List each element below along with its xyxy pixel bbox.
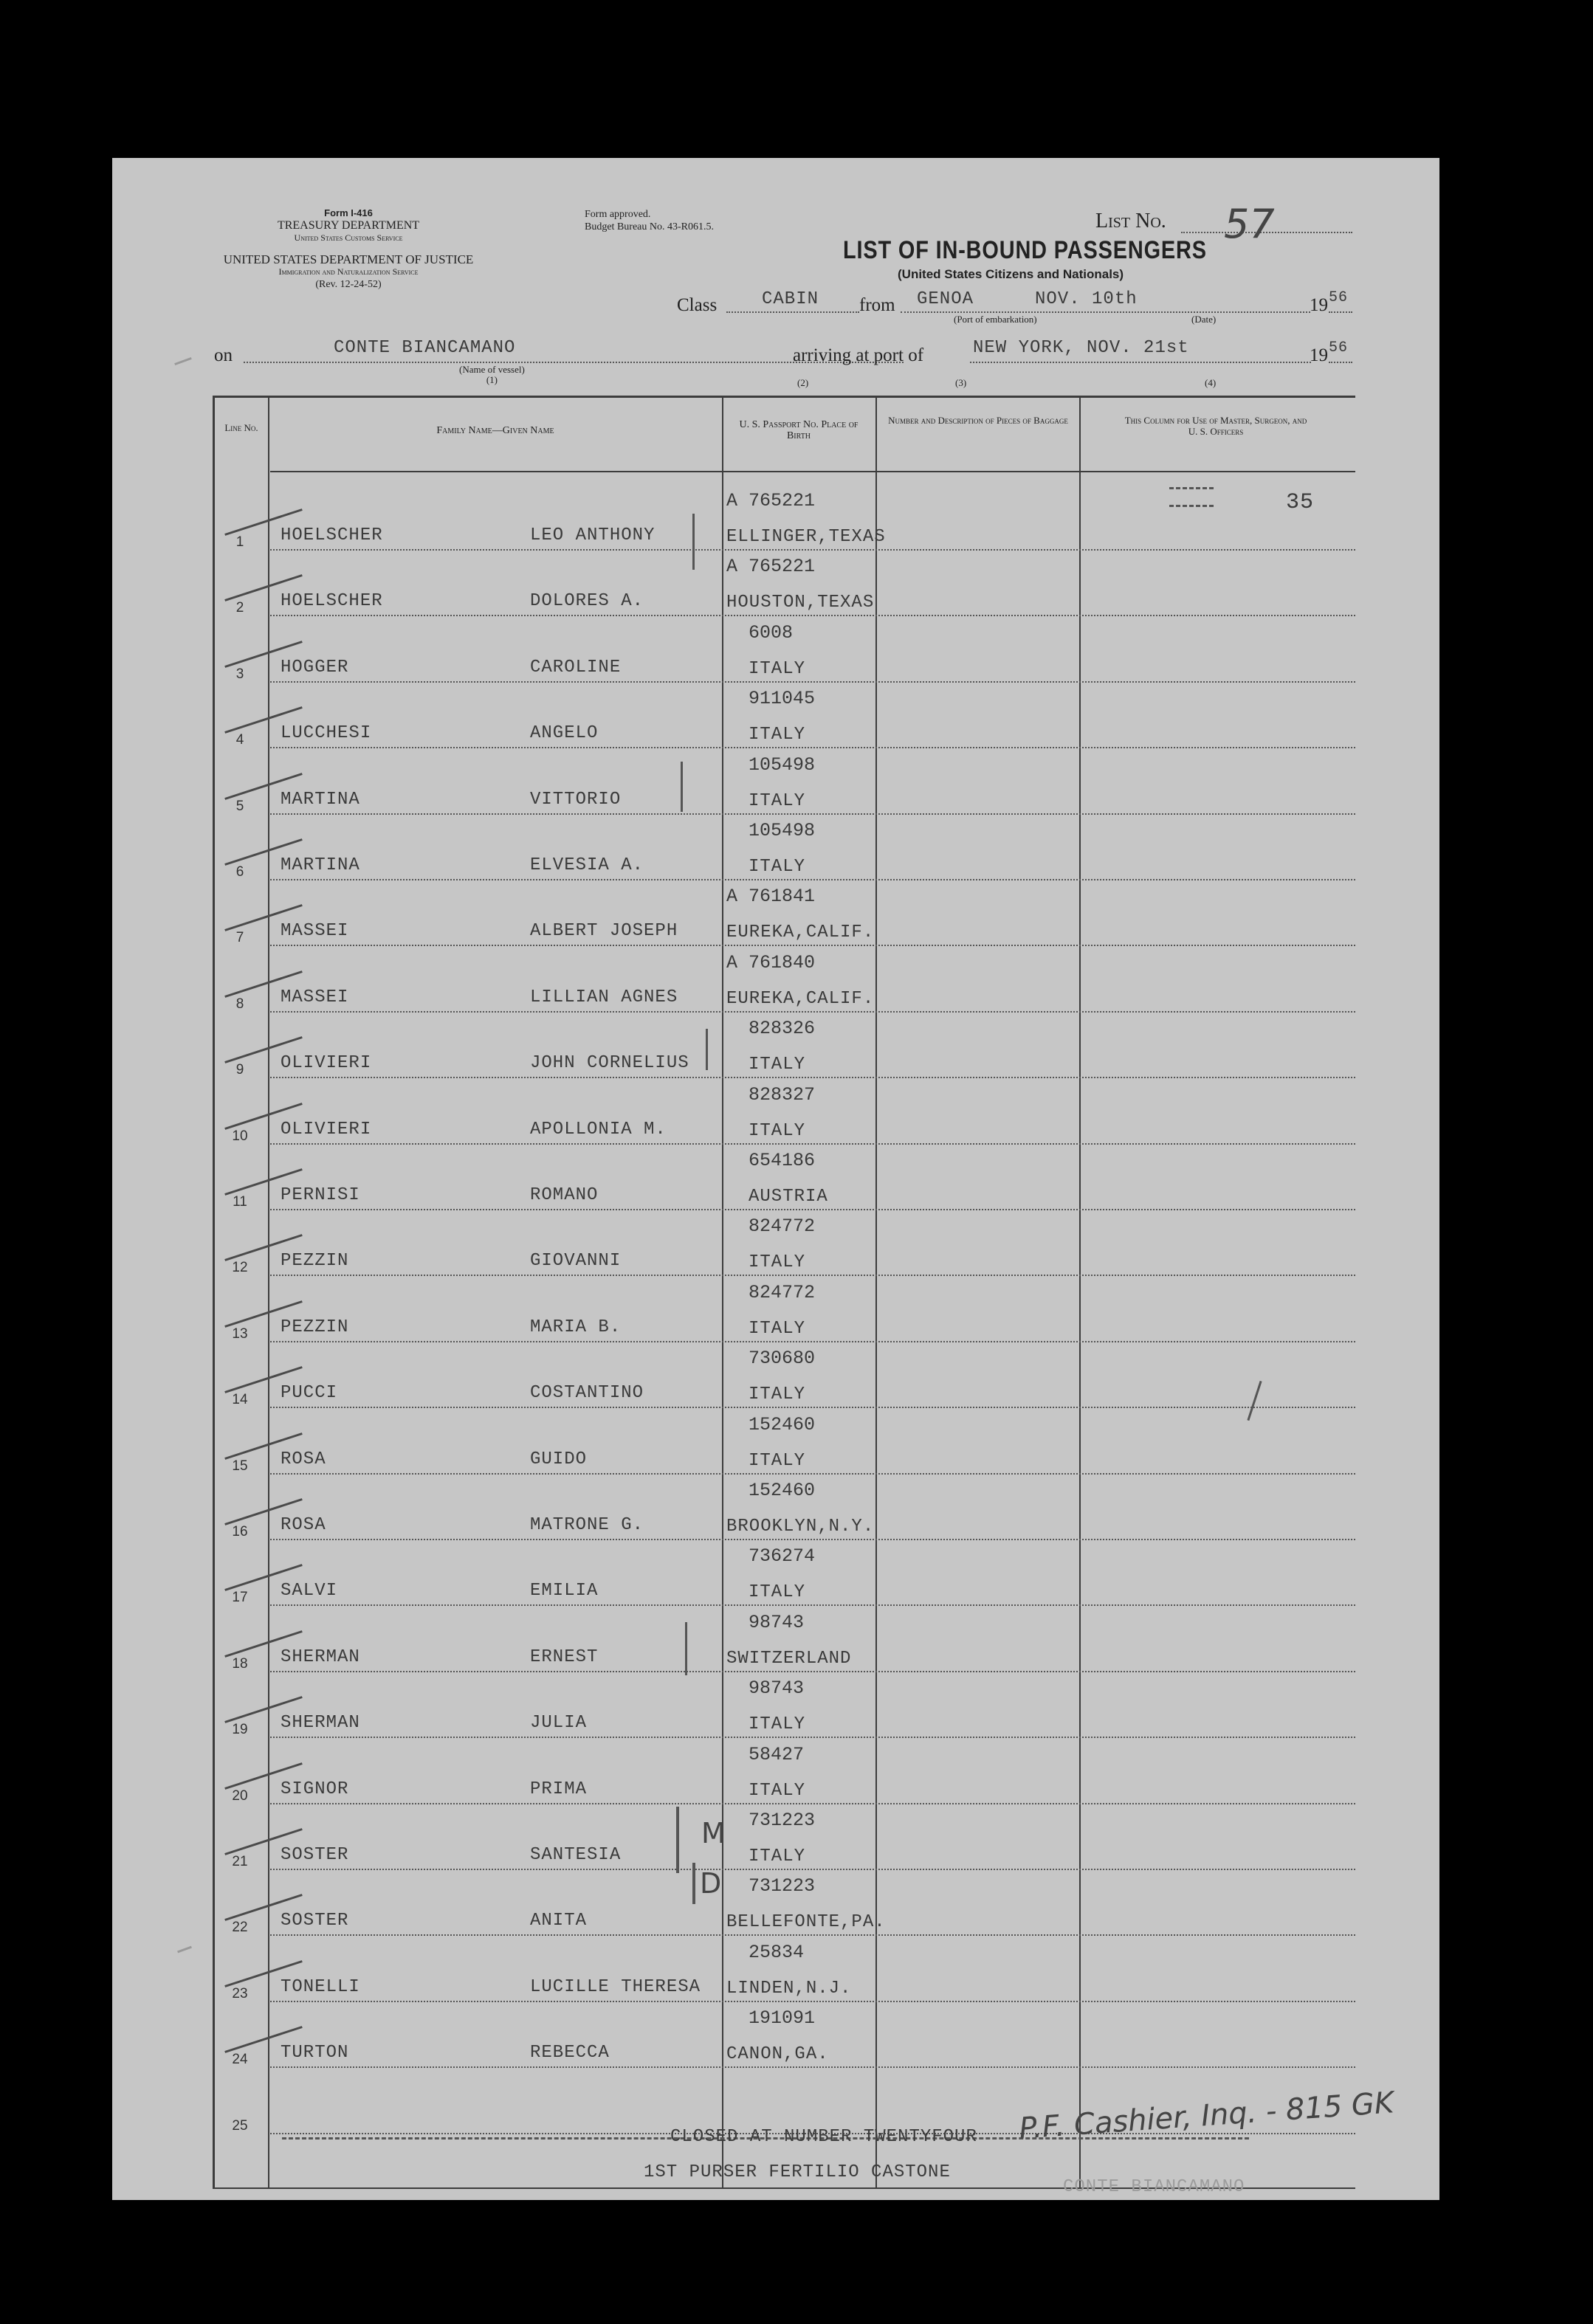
row-number: 17 — [232, 1590, 248, 1605]
row-separator — [270, 1803, 1355, 1804]
passport-number: 824772 — [749, 1216, 816, 1237]
form-number: Form I-416 — [324, 207, 373, 218]
vessel-caption-text: (Name of vessel) — [459, 364, 525, 375]
given-name: LILLIAN AGNES — [530, 987, 678, 1007]
vessel-caption — [459, 365, 525, 385]
family-name: TURTON — [281, 2043, 349, 2063]
passport-number: 98743 — [749, 1612, 805, 1633]
page-title: LIST OF IN-BOUND PASSENGERS — [843, 236, 1207, 264]
place-of-birth: ITALY — [749, 1121, 806, 1141]
passport-number: 105498 — [749, 754, 816, 776]
row-separator — [270, 1143, 1355, 1145]
given-name: JOHN CORNELIUS — [530, 1053, 689, 1073]
year-2: 56 — [1329, 339, 1349, 356]
family-name: LUCCHESI — [281, 723, 372, 743]
place-of-birth: ITALY — [749, 1781, 806, 1801]
arrival-line — [970, 362, 1311, 363]
pencil-tick-18 — [685, 1622, 687, 1675]
row-number: 23 — [232, 1986, 248, 2001]
col-header-passport: U. S. Passport No. Place of Birth — [739, 419, 859, 441]
row-number: 6 — [235, 864, 244, 880]
family-name: MASSEI — [281, 987, 349, 1007]
pencil-tick-1 — [692, 514, 695, 570]
arriving-label: arriving at port of — [793, 345, 924, 365]
form-revision: (Rev. 12-24-52) — [315, 279, 382, 290]
dept-justice: UNITED STATES DEPARTMENT OF JUSTICE — [223, 252, 474, 266]
place-of-birth: ITALY — [749, 791, 806, 811]
col-num-4: (4) — [1205, 377, 1217, 388]
officer-dash-mark — [1169, 483, 1214, 489]
departure-date: NOV. 10th — [1035, 289, 1138, 309]
place-of-birth: ITALY — [749, 1451, 806, 1471]
year-1: 56 — [1329, 289, 1349, 306]
given-name: ERNEST — [530, 1647, 599, 1667]
family-name: OLIVIERI — [281, 1120, 372, 1139]
pencil-tick-9 — [706, 1029, 708, 1070]
purser-name: 1ST PURSER FERTILIO CASTONE — [644, 2162, 951, 2182]
vessel-name: CONTE BIANCAMANO — [334, 338, 516, 358]
given-name: ANITA — [530, 1911, 588, 1931]
handwritten-signature: P.F. Cashier, Inq. - 815 GK — [1018, 2086, 1395, 2146]
place-of-birth: CANON,GA. — [726, 2044, 829, 2064]
given-name: VITTORIO — [530, 790, 622, 810]
year-prefix-1: 19 — [1310, 295, 1328, 315]
year-2-line — [1329, 362, 1352, 363]
passport-number: 98743 — [749, 1678, 805, 1699]
list-no-label: List No. — [1095, 210, 1166, 232]
row-separator — [270, 1604, 1355, 1606]
family-name: PEZZIN — [281, 1251, 349, 1271]
col-divider-baggage — [1079, 396, 1081, 2189]
passport-number: A 761841 — [726, 886, 816, 907]
family-name: ROSA — [281, 1449, 326, 1469]
given-name: EMILIA — [530, 1581, 599, 1601]
row-number: 11 — [233, 1194, 247, 1210]
row-number: 12 — [232, 1260, 248, 1275]
dept-treasury-sub: United States Customs Service — [294, 232, 403, 243]
given-name: REBECCA — [530, 2043, 610, 2063]
family-name: OLIVIERI — [281, 1053, 372, 1073]
page-subtitle: (United States Citizens and Nationals) — [898, 267, 1124, 281]
from-port: GENOA — [917, 289, 974, 309]
passport-number: A 765221 — [726, 490, 816, 511]
class-label: Class — [677, 295, 718, 315]
col-divider-name — [722, 396, 723, 2189]
given-name: DOLORES A. — [530, 591, 644, 611]
family-name: MARTINA — [281, 855, 360, 875]
family-name: TONELLI — [281, 1977, 360, 1997]
family-name: SHERMAN — [281, 1713, 360, 1733]
place-of-birth: LINDEN,N.J. — [726, 1979, 852, 1999]
family-name: SIGNOR — [281, 1779, 349, 1799]
row-number: 8 — [235, 996, 244, 1012]
row-number: 22 — [232, 1920, 248, 1935]
row-number: 9 — [235, 1062, 244, 1077]
passport-number: 828327 — [749, 1084, 816, 1106]
row-separator — [270, 2066, 1355, 2068]
given-name: MARIA B. — [530, 1317, 622, 1337]
passport-number: 152460 — [749, 1414, 816, 1435]
place-of-birth: ITALY — [749, 659, 806, 679]
passport-number: 911045 — [749, 688, 816, 709]
family-name: ROSA — [281, 1515, 326, 1535]
row-separator — [270, 945, 1355, 946]
list-number: 57 — [1224, 201, 1275, 247]
place-of-birth: BELLEFONTE,PA. — [726, 1912, 886, 1932]
col-num-2: (2) — [797, 377, 809, 388]
given-name: ROMANO — [530, 1185, 599, 1205]
row-number: 15 — [232, 1458, 248, 1474]
given-name: ANGELO — [530, 723, 599, 743]
officer-note: 35 — [1286, 490, 1315, 515]
passport-number: 58427 — [749, 1744, 805, 1765]
form-approved: Form approved. — [585, 209, 651, 220]
row-number: 2 — [235, 600, 244, 616]
row-separator — [270, 1011, 1355, 1013]
given-name: COSTANTINO — [530, 1383, 644, 1403]
place-of-birth: AUSTRIA — [749, 1187, 828, 1207]
given-name: LUCILLE THERESA — [530, 1977, 701, 1997]
passport-number: 731223 — [749, 1810, 816, 1831]
vessel-caption-num: (1) — [486, 374, 498, 385]
passport-number: 824772 — [749, 1282, 816, 1303]
row-number: 25 — [232, 2118, 248, 2134]
col-header-baggage: Number and Description of Pieces of Baggage — [888, 415, 1068, 426]
row-number: 7 — [235, 930, 244, 945]
footer-stamp: CONTE BIANCAMANO — [1063, 2177, 1245, 2197]
row-separator — [270, 549, 1355, 551]
place-of-birth: EUREKA,CALIF. — [726, 923, 875, 942]
passport-number: 828326 — [749, 1018, 816, 1039]
row-separator — [270, 1077, 1355, 1078]
closing-statement: CLOSED AT NUMBER TWENTYFOUR — [670, 2127, 977, 2147]
row-separator — [270, 1473, 1355, 1475]
col-header-officers: This Column for Use of Master, Surgeon, and U. S. Officers — [1124, 415, 1307, 437]
year-prefix-2: 19 — [1310, 345, 1328, 365]
date-caption: (Date) — [1191, 314, 1217, 325]
port-embark-caption: (Port of embarkation) — [954, 314, 1037, 325]
family-name: SOSTER — [281, 1845, 349, 1865]
given-name: ALBERT JOSEPH — [530, 921, 678, 941]
row-separator — [270, 879, 1355, 880]
given-name: APOLLONIA M. — [530, 1120, 667, 1139]
row-separator — [270, 681, 1355, 683]
family-name: PEZZIN — [281, 1317, 349, 1337]
row-separator — [270, 747, 1355, 748]
row-separator — [270, 1407, 1355, 1408]
place-of-birth: ITALY — [749, 857, 806, 877]
passport-number: A 765221 — [726, 556, 816, 577]
row-number: 10 — [232, 1128, 248, 1144]
row-number: 24 — [232, 2052, 248, 2067]
passport-number: 152460 — [749, 1480, 816, 1501]
passport-number: A 761840 — [726, 952, 816, 973]
col-header-line: Line No. — [224, 422, 258, 433]
row-number: 1 — [235, 534, 244, 550]
passport-number: 191091 — [749, 2007, 816, 2029]
family-name: HOGGER — [281, 658, 349, 677]
row-number: 19 — [232, 1722, 248, 1737]
row-number: 14 — [232, 1392, 248, 1407]
passport-number: 654186 — [749, 1150, 816, 1171]
family-name: SOSTER — [281, 1911, 349, 1931]
on-label: on — [214, 345, 233, 365]
passport-number: 731223 — [749, 1875, 816, 1897]
place-of-birth: ITALY — [749, 1319, 806, 1339]
manifest-page — [112, 158, 1439, 2200]
family-name: SHERMAN — [281, 1647, 360, 1667]
given-name: ELVESIA A. — [530, 855, 644, 875]
margin-mark-row21: M — [701, 1817, 726, 1849]
row-separator — [270, 1737, 1355, 1738]
place-of-birth: ITALY — [749, 1847, 806, 1866]
row-separator — [270, 1671, 1355, 1672]
passport-number: 6008 — [749, 622, 794, 644]
family-name: MASSEI — [281, 921, 349, 941]
margin-mark-row22: D — [700, 1867, 722, 1900]
pencil-tick-22 — [692, 1863, 695, 1904]
budget-bureau: Budget Bureau No. 43-R061.5. — [585, 221, 714, 232]
passport-number: 25834 — [749, 1942, 805, 1963]
table-left-border — [213, 396, 215, 2189]
row-separator — [270, 2001, 1355, 2002]
row-separator — [270, 1341, 1355, 1342]
arrival-port: NEW YORK, NOV. 21st — [973, 338, 1189, 358]
place-of-birth: ITALY — [749, 1385, 806, 1404]
place-of-birth: ITALY — [749, 1714, 806, 1734]
place-of-birth: HOUSTON,TEXAS — [726, 593, 875, 613]
header-left — [179, 207, 518, 291]
header-underline — [270, 471, 1355, 472]
given-name: CAROLINE — [530, 658, 622, 677]
place-of-birth: SWITZERLAND — [726, 1649, 852, 1669]
family-name: PUCCI — [281, 1383, 338, 1403]
place-of-birth: BROOKLYN,N.Y. — [726, 1517, 875, 1537]
given-name: PRIMA — [530, 1779, 588, 1799]
row-separator — [270, 1209, 1355, 1210]
table-top-border — [213, 396, 1355, 398]
passport-number: 736274 — [749, 1545, 816, 1567]
officer-dash-mark-2 — [1169, 505, 1214, 507]
given-name: SANTESIA — [530, 1845, 622, 1865]
row-number: 16 — [232, 1524, 248, 1539]
place-of-birth: ITALY — [749, 725, 806, 745]
family-name: PERNISI — [281, 1185, 360, 1205]
row-separator — [270, 1275, 1355, 1276]
class-line — [726, 311, 859, 313]
row-number: 4 — [235, 732, 244, 748]
given-name: MATRONE G. — [530, 1515, 644, 1535]
passport-number: 105498 — [749, 820, 816, 841]
given-name: GIOVANNI — [530, 1251, 622, 1271]
from-label: from — [859, 295, 895, 315]
pencil-tick-21 — [676, 1807, 679, 1873]
place-of-birth: ITALY — [749, 1582, 806, 1602]
given-name: GUIDO — [530, 1449, 588, 1469]
family-name: HOELSCHER — [281, 591, 383, 611]
given-name: LEO ANTHONY — [530, 525, 656, 545]
family-name: HOELSCHER — [281, 525, 383, 545]
given-name: JULIA — [530, 1713, 588, 1733]
dept-treasury: TREASURY DEPARTMENT — [277, 219, 420, 232]
col-header-name: Family Name—Given Name — [436, 425, 554, 436]
row-separator — [270, 615, 1355, 616]
row-separator — [270, 813, 1355, 815]
place-of-birth: ITALY — [749, 1252, 806, 1272]
row-number: 21 — [232, 1854, 248, 1869]
pencil-tick-5 — [681, 762, 683, 812]
row-number: 3 — [235, 666, 244, 682]
header-approval — [585, 208, 714, 233]
place-of-birth: ITALY — [749, 1055, 806, 1075]
family-name: SALVI — [281, 1581, 338, 1601]
place-of-birth: ELLINGER,TEXAS — [726, 527, 886, 547]
year-1-line — [1329, 311, 1352, 313]
pencil-tick-officer — [1247, 1381, 1262, 1421]
row-number: 18 — [232, 1656, 248, 1672]
col-divider-line — [268, 396, 269, 2189]
row-separator — [270, 1869, 1355, 1870]
class-value: CABIN — [762, 289, 819, 309]
col-num-3: (3) — [955, 377, 967, 388]
row-number: 5 — [235, 799, 244, 814]
row-number: 13 — [232, 1326, 248, 1342]
row-separator — [270, 1539, 1355, 1540]
row-separator — [270, 1934, 1355, 1936]
row-number: 20 — [232, 1788, 248, 1804]
place-of-birth: EUREKA,CALIF. — [726, 989, 875, 1009]
dept-justice-sub: Immigration and Naturalization Service — [278, 266, 419, 277]
passport-number: 730680 — [749, 1348, 816, 1369]
family-name: MARTINA — [281, 790, 360, 810]
